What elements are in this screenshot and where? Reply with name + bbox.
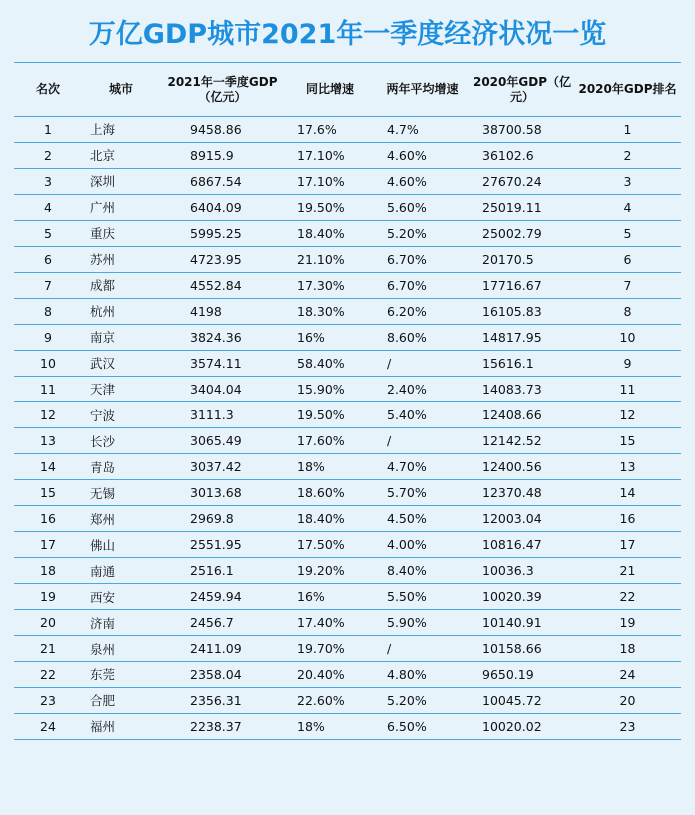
table-row: [14, 168, 681, 194]
cell-gdp-2021q1: 5995.25: [160, 220, 285, 246]
cell-two-year-avg: 4.7%: [375, 117, 470, 143]
cell-city: 深圳: [82, 168, 160, 194]
cell-gdp-2020: 14083.73: [470, 376, 574, 402]
cell-gdp-2020: 10045.72: [470, 687, 574, 713]
cell-rank: 16: [14, 506, 82, 532]
cell-rank-2020: 3: [574, 168, 681, 194]
table-row: [14, 402, 681, 428]
cell-rank: 10: [14, 350, 82, 376]
cell-gdp-2021q1: 3404.04: [160, 376, 285, 402]
cell-gdp-2021q1: 3065.49: [160, 428, 285, 454]
cell-gdp-2021q1: 4723.95: [160, 246, 285, 272]
table-row: [14, 610, 681, 636]
table-row: [14, 324, 681, 350]
cell-rank: 14: [14, 454, 82, 480]
table-row: [14, 532, 681, 558]
cell-two-year-avg: 5.50%: [375, 584, 470, 610]
cell-city: 东莞: [82, 662, 160, 688]
header-city: 城市: [82, 63, 160, 117]
cell-two-year-avg: 2.40%: [375, 376, 470, 402]
table-row: [14, 584, 681, 610]
cell-gdp-2021q1: 3037.42: [160, 454, 285, 480]
cell-gdp-2020: 27670.24: [470, 168, 574, 194]
cell-rank-2020: 13: [574, 454, 681, 480]
cell-gdp-2020: 12370.48: [470, 480, 574, 506]
cell-rank-2020: 14: [574, 480, 681, 506]
cell-gdp-2020: 12003.04: [470, 506, 574, 532]
cell-city: 杭州: [82, 298, 160, 324]
cell-two-year-avg: 6.70%: [375, 272, 470, 298]
cell-gdp-2020: 12400.56: [470, 454, 574, 480]
cell-rank-2020: 6: [574, 246, 681, 272]
cell-rank: 23: [14, 687, 82, 713]
cell-rank: 4: [14, 194, 82, 220]
table-row: [14, 636, 681, 662]
table-row: [14, 506, 681, 532]
cell-rank: 11: [14, 376, 82, 402]
cell-gdp-2021q1: 2356.31: [160, 687, 285, 713]
cell-gdp-2021q1: 3574.11: [160, 350, 285, 376]
cell-yoy-growth: 18.30%: [285, 298, 375, 324]
cell-gdp-2021q1: 2238.37: [160, 713, 285, 739]
cell-rank: 17: [14, 532, 82, 558]
cell-yoy-growth: 18.40%: [285, 506, 375, 532]
cell-gdp-2021q1: 4552.84: [160, 272, 285, 298]
cell-gdp-2020: 10036.3: [470, 558, 574, 584]
header-rank: 名次: [14, 63, 82, 117]
table-row: [14, 376, 681, 402]
cell-gdp-2020: 10020.39: [470, 584, 574, 610]
cell-two-year-avg: 5.60%: [375, 194, 470, 220]
cell-gdp-2021q1: 2411.09: [160, 636, 285, 662]
cell-rank: 18: [14, 558, 82, 584]
cell-rank: 19: [14, 584, 82, 610]
cell-city: 上海: [82, 117, 160, 143]
cell-two-year-avg: 5.70%: [375, 480, 470, 506]
cell-yoy-growth: 17.10%: [285, 168, 375, 194]
cell-two-year-avg: 5.40%: [375, 402, 470, 428]
cell-two-year-avg: 8.40%: [375, 558, 470, 584]
cell-rank-2020: 19: [574, 610, 681, 636]
cell-rank: 12: [14, 402, 82, 428]
cell-rank: 21: [14, 636, 82, 662]
cell-yoy-growth: 17.60%: [285, 428, 375, 454]
cell-rank-2020: 10: [574, 324, 681, 350]
cell-rank-2020: 12: [574, 402, 681, 428]
cell-yoy-growth: 19.70%: [285, 636, 375, 662]
cell-yoy-growth: 19.20%: [285, 558, 375, 584]
cell-rank-2020: 5: [574, 220, 681, 246]
table-row: [14, 350, 681, 376]
cell-city: 北京: [82, 142, 160, 168]
cell-gdp-2020: 17716.67: [470, 272, 574, 298]
cell-rank: 2: [14, 142, 82, 168]
table-row: [14, 246, 681, 272]
table-row: [14, 298, 681, 324]
cell-city: 郑州: [82, 506, 160, 532]
cell-gdp-2021q1: 2969.8: [160, 506, 285, 532]
cell-city: 泉州: [82, 636, 160, 662]
cell-city: 济南: [82, 610, 160, 636]
cell-gdp-2021q1: 3013.68: [160, 480, 285, 506]
cell-rank: 9: [14, 324, 82, 350]
cell-rank-2020: 15: [574, 428, 681, 454]
cell-rank: 5: [14, 220, 82, 246]
cell-yoy-growth: 58.40%: [285, 350, 375, 376]
header-gdp-2020: 2020年GDP（亿元）: [470, 63, 574, 117]
cell-rank-2020: 18: [574, 636, 681, 662]
cell-rank-2020: 21: [574, 558, 681, 584]
cell-rank: 15: [14, 480, 82, 506]
table-row: [14, 454, 681, 480]
cell-gdp-2021q1: 2358.04: [160, 662, 285, 688]
cell-rank-2020: 9: [574, 350, 681, 376]
header-yoy-growth: 同比增速: [285, 63, 375, 117]
cell-two-year-avg: /: [375, 350, 470, 376]
table-row: [14, 220, 681, 246]
cell-gdp-2020: 36102.6: [470, 142, 574, 168]
gdp-table-container: [14, 62, 681, 740]
cell-gdp-2021q1: 2456.7: [160, 610, 285, 636]
cell-gdp-2021q1: 6867.54: [160, 168, 285, 194]
cell-city: 广州: [82, 194, 160, 220]
cell-rank: 1: [14, 117, 82, 143]
cell-yoy-growth: 17.50%: [285, 532, 375, 558]
cell-gdp-2020: 25002.79: [470, 220, 574, 246]
cell-gdp-2021q1: 8915.9: [160, 142, 285, 168]
cell-rank: 7: [14, 272, 82, 298]
cell-gdp-2020: 10140.91: [470, 610, 574, 636]
cell-yoy-growth: 17.40%: [285, 610, 375, 636]
cell-two-year-avg: 5.20%: [375, 687, 470, 713]
header-rank-2020: 2020年GDP排名: [574, 63, 681, 117]
cell-yoy-growth: 18%: [285, 713, 375, 739]
table-row: [14, 117, 681, 143]
cell-gdp-2020: 16105.83: [470, 298, 574, 324]
cell-yoy-growth: 18.60%: [285, 480, 375, 506]
cell-rank: 13: [14, 428, 82, 454]
cell-rank-2020: 16: [574, 506, 681, 532]
cell-two-year-avg: 4.70%: [375, 454, 470, 480]
cell-two-year-avg: 6.20%: [375, 298, 470, 324]
cell-city: 西安: [82, 584, 160, 610]
cell-gdp-2020: 20170.5: [470, 246, 574, 272]
cell-rank: 8: [14, 298, 82, 324]
cell-two-year-avg: /: [375, 636, 470, 662]
cell-city: 南京: [82, 324, 160, 350]
cell-gdp-2020: 9650.19: [470, 662, 574, 688]
cell-rank: 20: [14, 610, 82, 636]
cell-gdp-2021q1: 3111.3: [160, 402, 285, 428]
cell-two-year-avg: 4.80%: [375, 662, 470, 688]
header-two-year-avg: 两年平均增速: [375, 63, 470, 117]
cell-rank: 3: [14, 168, 82, 194]
cell-city: 青岛: [82, 454, 160, 480]
cell-yoy-growth: 17.30%: [285, 272, 375, 298]
cell-yoy-growth: 18%: [285, 454, 375, 480]
cell-rank-2020: 8: [574, 298, 681, 324]
cell-rank-2020: 1: [574, 117, 681, 143]
cell-city: 佛山: [82, 532, 160, 558]
header-gdp-2021q1: 2021年一季度GDP（亿元）: [160, 63, 285, 117]
cell-two-year-avg: 4.60%: [375, 168, 470, 194]
cell-rank: 22: [14, 662, 82, 688]
cell-gdp-2020: 14817.95: [470, 324, 574, 350]
cell-two-year-avg: 6.70%: [375, 246, 470, 272]
cell-city: 武汉: [82, 350, 160, 376]
cell-yoy-growth: 15.90%: [285, 376, 375, 402]
cell-yoy-growth: 21.10%: [285, 246, 375, 272]
cell-two-year-avg: 8.60%: [375, 324, 470, 350]
cell-two-year-avg: 4.00%: [375, 532, 470, 558]
cell-rank: 24: [14, 713, 82, 739]
cell-gdp-2021q1: 2516.1: [160, 558, 285, 584]
cell-two-year-avg: 6.50%: [375, 713, 470, 739]
table-row: [14, 480, 681, 506]
cell-yoy-growth: 18.40%: [285, 220, 375, 246]
cell-two-year-avg: /: [375, 428, 470, 454]
cell-rank-2020: 7: [574, 272, 681, 298]
page-title: 万亿GDP城市2021年一季度经济状况一览: [88, 18, 607, 50]
gdp-table: [14, 62, 681, 740]
cell-rank-2020: 17: [574, 532, 681, 558]
cell-gdp-2021q1: 3824.36: [160, 324, 285, 350]
cell-gdp-2020: 12408.66: [470, 402, 574, 428]
cell-rank-2020: 11: [574, 376, 681, 402]
cell-yoy-growth: 22.60%: [285, 687, 375, 713]
table-row: [14, 428, 681, 454]
cell-city: 成都: [82, 272, 160, 298]
cell-city: 南通: [82, 558, 160, 584]
table-row: [14, 142, 681, 168]
table-row: [14, 687, 681, 713]
cell-rank-2020: 2: [574, 142, 681, 168]
cell-yoy-growth: 19.50%: [285, 402, 375, 428]
cell-rank-2020: 20: [574, 687, 681, 713]
cell-city: 无锡: [82, 480, 160, 506]
cell-city: 宁波: [82, 402, 160, 428]
cell-rank: 6: [14, 246, 82, 272]
table-row: [14, 272, 681, 298]
cell-yoy-growth: 20.40%: [285, 662, 375, 688]
cell-rank-2020: 4: [574, 194, 681, 220]
cell-gdp-2020: 25019.11: [470, 194, 574, 220]
cell-gdp-2020: 15616.1: [470, 350, 574, 376]
cell-city: 天津: [82, 376, 160, 402]
table-header-row: [14, 63, 681, 117]
cell-yoy-growth: 16%: [285, 584, 375, 610]
cell-gdp-2020: 10816.47: [470, 532, 574, 558]
cell-two-year-avg: 4.50%: [375, 506, 470, 532]
cell-gdp-2021q1: 4198: [160, 298, 285, 324]
table-row: [14, 194, 681, 220]
table-row: [14, 662, 681, 688]
cell-city: 福州: [82, 713, 160, 739]
cell-yoy-growth: 17.6%: [285, 117, 375, 143]
cell-yoy-growth: 19.50%: [285, 194, 375, 220]
cell-gdp-2020: 10020.02: [470, 713, 574, 739]
cell-gdp-2021q1: 2551.95: [160, 532, 285, 558]
cell-gdp-2020: 38700.58: [470, 117, 574, 143]
table-row: [14, 713, 681, 739]
cell-gdp-2020: 12142.52: [470, 428, 574, 454]
cell-gdp-2021q1: 6404.09: [160, 194, 285, 220]
cell-two-year-avg: 4.60%: [375, 142, 470, 168]
table-body: [14, 117, 681, 740]
cell-city: 长沙: [82, 428, 160, 454]
cell-rank-2020: 23: [574, 713, 681, 739]
cell-gdp-2021q1: 2459.94: [160, 584, 285, 610]
cell-two-year-avg: 5.90%: [375, 610, 470, 636]
cell-rank-2020: 24: [574, 662, 681, 688]
cell-gdp-2020: 10158.66: [470, 636, 574, 662]
cell-city: 重庆: [82, 220, 160, 246]
cell-yoy-growth: 17.10%: [285, 142, 375, 168]
cell-city: 合肥: [82, 687, 160, 713]
cell-two-year-avg: 5.20%: [375, 220, 470, 246]
cell-gdp-2021q1: 9458.86: [160, 117, 285, 143]
cell-yoy-growth: 16%: [285, 324, 375, 350]
cell-city: 苏州: [82, 246, 160, 272]
table-row: [14, 558, 681, 584]
cell-rank-2020: 22: [574, 584, 681, 610]
